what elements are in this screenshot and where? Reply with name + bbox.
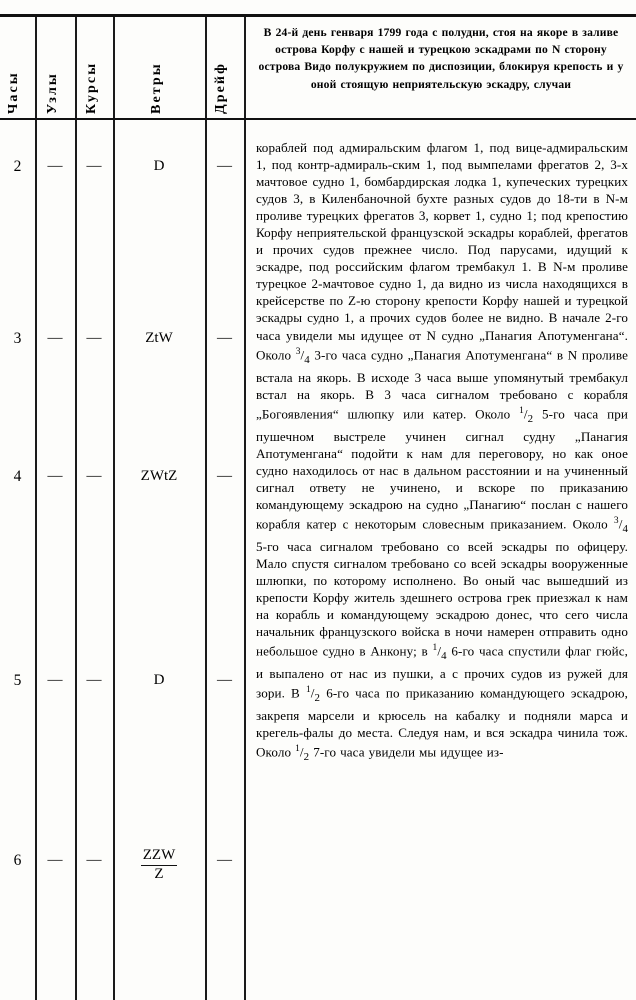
column-divider-5-head [244, 17, 246, 118]
narrative-part-2: 3-го часа судно „Панагия Апотуменгана“ в N проливе встала на якорь. В исходе 3 часа выше упомянутый трембакул встал на якорь. В 3 часа сигналом требовано с корабля „Богоявления“ шлюпку или катер. Около [256, 346, 628, 422]
table-row: 3 [13, 330, 22, 347]
fraction-1-4-numerator: 1 [432, 643, 438, 654]
narrative-part-7: 7-го часа увидели мы идущее из- [309, 744, 504, 760]
cell-wind: D [153, 672, 165, 688]
cell-knots: — [47, 852, 63, 868]
cell-drift: — [217, 158, 232, 174]
cell-wind: ZtW [145, 330, 173, 346]
fraction-3-4-numerator-b: 3 [613, 515, 619, 526]
narrative-part-6: 6-го часа по приказанию командующего эскадрою, закрепя марсели и крюсель на кабалку и подняли марса и крегель-фалы до места. Следуя нам, и вся эскадра чинила тож. Около [256, 685, 628, 760]
cell-drift: — [217, 852, 232, 868]
table-header-separator [0, 118, 636, 120]
column-header-uzly: Узлы [45, 72, 60, 114]
cell-knots: — [47, 468, 63, 484]
table-header-caption: В 24-й день генваря 1799 года с полудни, стоя на якоре в заливе острова Корфу с нашей и турецкою эскадрами по N сторону острова Видо полукружием по диспозиции, блокируя крепость и у оной стоящую неприятельскую эскадру, случаи [258, 26, 624, 91]
table-row: 6 [13, 852, 22, 869]
table-row: 2 [13, 158, 22, 175]
fraction-3-4-denominator-a: 4 [304, 353, 310, 366]
cell-drift: — [217, 330, 232, 346]
column-header-chasy: Часы [6, 71, 21, 114]
narrative-paragraph: кораблей под адмиральским флагом 1, под вице-адмиральским 1, под контр-адмираль-ским 1, под вымпелами фрегатов 2, 3-х мачтовое судно 1, бомбардирская лодка 1, купеческих турецких судов 3, в Киленбаночной бухте разных судов до 18-ти в N-м проливе турецких фрегатов 3, корвет 1, судно 1; под крепостию Корфу неприятельской французской эскадры кораблей, фрегатов и прочих судов прежнее число. Под парусами, идущий к эскадре, под российским флагом трембакул 1. В N-м проливе турецкое 2-мачтовое судно 1, да видно из числа находящихся в крейсерстве по Z-ю сторону крепости Корфу нашей и турецкой эскадры судно 1, а прочих судов более не видно. В начале 2-го часа увидели мы идущее от N судно „Панагия Апотуменгана“. Около $^3/_4$ 3-го часа судно „Панагия Апотуменгана“ в N проливе встала на якорь. В исходе 3 часа выше упомянутый трембакул встал на якорь. В 3 часа сигналом требовано с корабля „Богоявления“ шлюпку или катер. Около $^1/_2$ 5-го часа при пушечном выстреле учинен сигнал судну „Панагия Апотуменгана“ подойти к нам для переговору, но как оное судно находилось от нас в дальном расстоянии и на учиненный сигнал ответу не учинено, и вскоре по приказанию командующему эскадрою на судно „Панагию“ послан с нашего корабля катер с некоторым словесным приказанием. Около $^3/_4$ 5-го часа сигналом требовано со всей эскадры по офицеру. Мало спустя сигналом требовано со всей эскадры вооруженные шлюпки, по которому исполнено. Во оный час вышедший из крепости Корфу житель здешнего острова грек приезжал к нам на корабль и командующему эскадрою донес, что сего числа начальник французского войска в ночи намерен отправить одно небольшое судно в Анкону; в $^1/_4$ 6-го часа спустили флаг гюйс, и выпалено от нас из пушки, а с прочих судов из ружей для зори. В $^1/_2$ 6-го часа по приказанию командующего эскадрою, закрепя марсели и крюсель на кабалку и подняли марса и крегель-фалы до места. Следуя нам, и вся эскадра чинила тож. Около $^1/_2$ 7-го часа увидели мы идущее из- [256, 140, 628, 764]
fraction-1-2-denominator-c: 2 [303, 751, 310, 764]
cell-drift: — [217, 672, 232, 688]
table-row: 4 [13, 468, 22, 485]
column-header-kursy: Курсы [84, 61, 99, 114]
table-column-headers [0, 17, 244, 118]
fraction-1-2-numerator-c: 1 [295, 744, 300, 755]
cell-drift: — [217, 468, 232, 484]
fraction-1-2-denominator-b: 2 [314, 692, 321, 705]
narrative-part-4: 5-го часа сигналом требовано со всей эскадры по офицеру. Мало спустя сигналом требовано со всей эскадры вооруженные шлюпки, по которому исполнено. Во оный час вышедший из крепости Корфу житель здешнего острова грек приезжал к нам на корабль и командующему эскадрою донес, что сего числа начальник французского войска в ночи намерен отправить одно небольшое судно в Анкону; в [256, 538, 628, 659]
fraction-3-4-numerator-a: 3 [295, 346, 301, 357]
column-header-dreif: Дрейф [213, 62, 228, 114]
wind-fraction [141, 848, 177, 883]
wind-fraction-denominator: Z [154, 865, 164, 882]
cell-knots: — [47, 672, 63, 688]
narrative-part-5: 6-го часа спустили флаг гюйс, и выпалено от нас из пушки, а с прочих судов из ружей для зори. В [256, 643, 628, 701]
cell-wind: ZWtZ [140, 468, 178, 484]
cell-knots: — [47, 158, 63, 174]
column-header-vetry: Ветры [149, 62, 164, 114]
fraction-1-2-numerator-a: 1 [519, 405, 524, 416]
logbook-narrative-text [256, 139, 628, 766]
wind-fraction-numerator: ZZW [141, 848, 177, 866]
cell-course: — [86, 672, 102, 688]
narrative-part-3: 5-го часа при пушечном выстреле учинен сигнал судну „Панагия Апотуменгана“ подойти к нам для переговору, но как оное судно находилось от нас в дальном расстоянии и на учиненный сигнал ответу не учинено, и вскоре по приказанию командующему эскадрою на судно „Панагию“ послан с нашего корабля катер с некоторым словесным приказанием. Около [256, 406, 628, 532]
fraction-1-2-numerator-b: 1 [305, 685, 311, 696]
fraction-3-4-denominator-b: 4 [622, 522, 628, 535]
column-divider-5-body [244, 120, 246, 1000]
cell-wind: D [153, 158, 165, 174]
fraction-1-4-denominator: 4 [441, 650, 447, 663]
cell-wind-fraction [113, 848, 205, 883]
cell-course: — [86, 468, 102, 484]
cell-course: — [86, 852, 102, 868]
cell-course: — [86, 330, 102, 346]
narrative-part-1: кораблей под адмиральским флагом 1, под вице-адмиральским 1, под контр-адмираль-ским 1, под вымпелами фрегатов 2, 3-х мачтовое судно 1, бомбардирская лодка 1, купеческих турецких судов 3, в Киленбаночной бухте разных судов до 18-ти в N-м проливе турецких фрегатов 3, корвет 1, судно 1; под крепостию Корфу неприятельской французской эскадры кораблей, фрегатов и прочих судов прежнее число. Под парусами, идущий к эскадре, под российским флагом трембакул 1. В N-м проливе турецкое 2-мачтовое судно 1, да видно из числа находящихся в крейсерстве по Z-ю сторону крепости Корфу нашей и турецкой эскадры судно 1, а прочих судов более не видно. В начале 2-го часа увидели мы идущее от N судно „Панагия Апотуменгана“. Около [256, 140, 628, 362]
table-row: 5 [13, 672, 22, 689]
fraction-1-2-denominator-a: 2 [527, 412, 534, 425]
cell-course: — [86, 158, 102, 174]
cell-knots: — [47, 330, 63, 346]
